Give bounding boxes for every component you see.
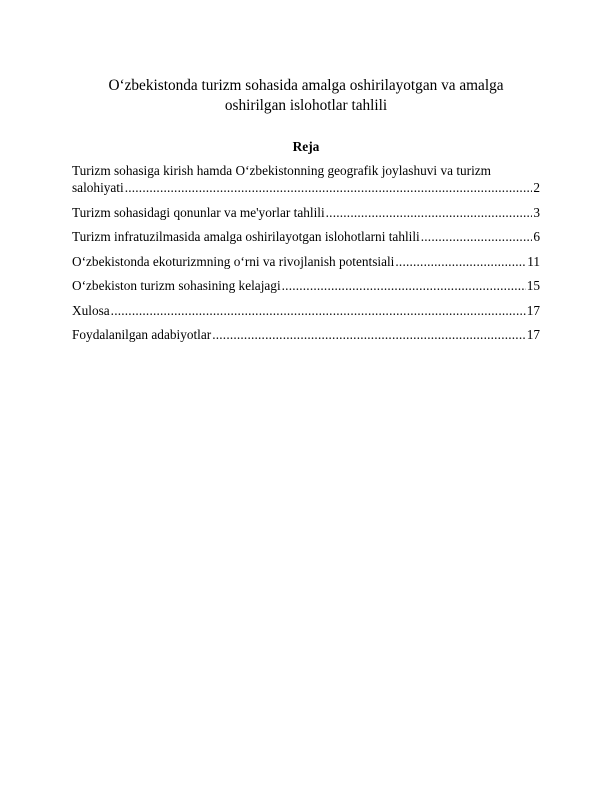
dot-leader xyxy=(326,204,533,221)
toc-entry[interactable] xyxy=(72,228,540,245)
document-title-line-2: oshirilgan islohotlar tahlili xyxy=(224,97,388,114)
toc-entry-title: O‘zbekistonda ekoturizmning o‘rni va rivojlanish potentsiali xyxy=(72,253,395,269)
toc-entry[interactable] xyxy=(72,326,540,343)
document-title-line-1: O‘zbekistonda turizm sohasida amalga oshirilayotgan va amalga xyxy=(108,77,504,94)
toc-entry[interactable] xyxy=(72,277,540,294)
toc-entry-title: Turizm infratuzilmasida amalga oshirilayotgan islohotlarni tahlili xyxy=(72,229,420,244)
toc-entry-title: Xulosa xyxy=(72,302,110,318)
toc-entry-title: salohiyati xyxy=(72,180,124,195)
toc-page-number: 17 xyxy=(526,302,540,318)
dot-leader xyxy=(395,253,526,270)
toc-page-number: 11 xyxy=(527,253,540,269)
plan-heading: Reja xyxy=(292,139,320,154)
toc-entry-title: Foydalanilgan adabiyotlar xyxy=(72,327,212,342)
toc-entry[interactable] xyxy=(72,204,540,221)
dot-leader xyxy=(421,228,533,245)
toc-entry-title: Turizm sohasidagi qonunlar va me'yorlar tahlili xyxy=(72,204,325,220)
toc-entry-title: O‘zbekiston turizm sohasining kelajagi xyxy=(72,278,281,293)
toc-page-number: 6 xyxy=(533,229,540,244)
toc-entry[interactable] xyxy=(72,302,540,319)
table-of-contents xyxy=(72,162,540,351)
dot-leader xyxy=(125,179,533,196)
dot-leader xyxy=(212,326,525,343)
document-title xyxy=(72,76,540,116)
toc-entry[interactable] xyxy=(72,162,540,196)
toc-page-number: 15 xyxy=(526,278,540,293)
toc-page-number: 3 xyxy=(533,204,540,220)
toc-entry-title-line: Turizm sohasiga kirish hamda O‘zbekistonning geografik joylashuvi va turizm xyxy=(72,163,492,178)
toc-page-number: 17 xyxy=(526,327,540,342)
dot-leader xyxy=(282,277,526,294)
toc-entry[interactable] xyxy=(72,253,540,270)
dot-leader xyxy=(111,302,526,319)
toc-page-number: 2 xyxy=(533,180,540,195)
